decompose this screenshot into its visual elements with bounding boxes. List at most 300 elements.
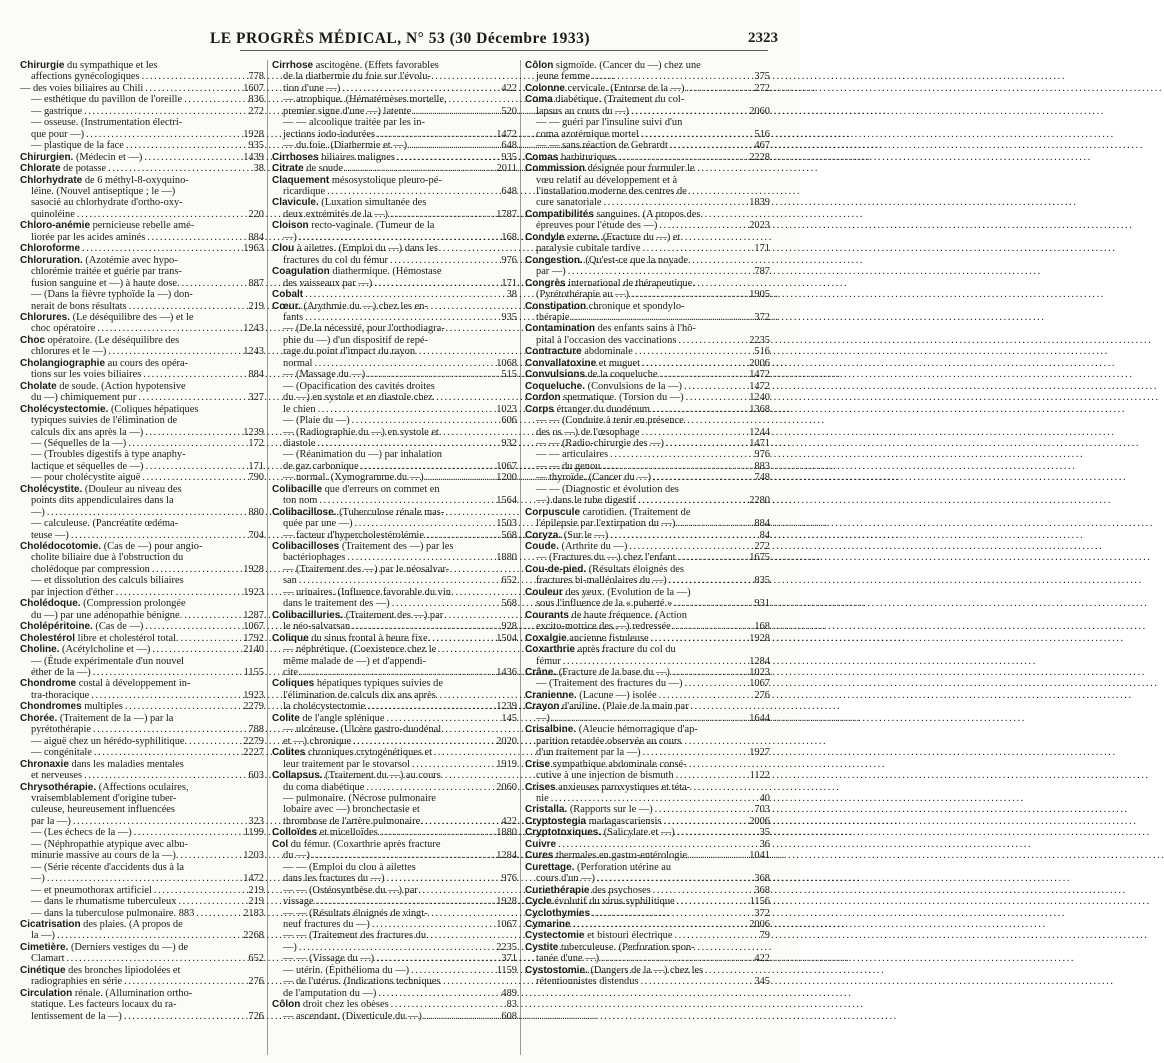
headword: Coma <box>525 94 553 106</box>
dot-leader <box>327 186 499 197</box>
entry-text: cite <box>283 667 298 679</box>
page-reference: 787 <box>754 266 770 278</box>
headword: Contamination <box>525 323 595 335</box>
dot-leader <box>387 873 500 884</box>
index-entry <box>525 60 770 83</box>
dot-leader <box>361 461 495 472</box>
entry-text: — plastique de la face <box>31 140 124 152</box>
entry-text: — facteur d'hypercholestérolémie <box>283 529 424 541</box>
dot-leader <box>673 621 753 632</box>
dot-leader <box>558 839 757 850</box>
headword: Contracture <box>525 346 582 358</box>
entry-line <box>20 461 264 472</box>
entry-line <box>525 461 770 472</box>
headword: Crâne. <box>525 667 557 679</box>
index-entry <box>272 770 517 827</box>
entry-text: — (Plaie du —) <box>283 415 350 427</box>
entry-line <box>525 438 770 449</box>
index-entry <box>272 301 517 484</box>
entry-text: — dans la tuberculose pulmonaire. 883 <box>31 907 195 919</box>
page-reference: 171 <box>501 277 517 289</box>
entry-line <box>525 301 770 312</box>
entry-text: neuf fractures du —) <box>283 918 370 930</box>
page-reference: 1243 <box>243 323 264 335</box>
entry-line <box>525 427 770 438</box>
entry-line <box>20 175 264 186</box>
dot-leader <box>84 106 246 117</box>
entry-text: Cœur. (Arythmie du —) chez les en- <box>272 300 428 312</box>
dot-leader <box>568 266 753 277</box>
page-reference: 1436 <box>496 667 517 679</box>
entry-line <box>20 289 264 300</box>
entry-line <box>525 747 770 758</box>
entry-text: — — sans réaction de Gehrardt <box>536 140 668 152</box>
page-reference: 1504 <box>496 632 517 644</box>
dot-leader <box>184 610 241 621</box>
entry-line <box>20 392 264 403</box>
headword: Cryptotoxiques. <box>525 827 602 839</box>
entry-text: —) <box>283 941 297 953</box>
entry-line <box>272 965 517 976</box>
dot-leader <box>674 930 757 941</box>
dot-leader <box>432 633 494 644</box>
entry-text: lentissement de la —) <box>31 1010 122 1022</box>
page-reference: 1368 <box>749 403 770 415</box>
page-reference: 79 <box>759 930 770 942</box>
dot-leader <box>641 427 747 438</box>
page-reference: 887 <box>248 277 264 289</box>
entry-text: Chirurgie du sympathique et les <box>20 60 158 71</box>
entry-text: — dans le rhumatisme tuberculeux <box>31 896 177 908</box>
entry-text: thrombose de l'artère pulmonaire. <box>283 815 423 827</box>
entry-line <box>20 163 264 174</box>
entry-text: thérapie <box>536 311 570 323</box>
entry-text: Chloruration. (Azotémie avec hypo- <box>20 254 178 266</box>
entry-text: Congrès international de thérapeutique. <box>525 277 695 289</box>
index-entry <box>525 816 770 827</box>
entry-text: l'épilepsie par l'extirpation du —). <box>536 518 678 530</box>
headword: Compatibilités <box>525 208 594 220</box>
entry-text: normal <box>283 357 313 369</box>
entry-text: excito-motrice des —) redressée <box>536 621 671 633</box>
entry-text: cholédoque par compression <box>31 563 150 575</box>
entry-line <box>525 484 770 495</box>
entry-text: Coryza. (Sur le —) <box>525 529 609 541</box>
index-entry <box>20 919 264 942</box>
entry-line <box>525 186 770 197</box>
entry-text: Citrate de soude <box>272 163 343 175</box>
entry-text: — (Massage du —) <box>283 369 366 381</box>
headword: Coude. <box>525 541 559 553</box>
entry-text: — pour cholécystite aiguë <box>31 472 141 484</box>
index-entry <box>525 908 770 919</box>
dot-leader <box>392 598 500 609</box>
page-reference: 2268 <box>243 930 264 942</box>
dot-leader <box>145 427 241 438</box>
entry-text: Côlon droit chez les obèses <box>272 999 389 1011</box>
index-entry <box>525 564 770 587</box>
page-reference: 1923 <box>243 689 264 701</box>
entry-line <box>20 690 264 701</box>
entry-text: épreuves pour l'étude des —) <box>536 220 658 232</box>
dot-leader <box>412 759 494 770</box>
entry-text: Commission désignée pour formuler le <box>525 163 695 175</box>
index-entry <box>525 587 770 610</box>
headword: Col <box>272 838 289 850</box>
entry-line <box>272 747 517 758</box>
page-reference: 371 <box>501 953 517 965</box>
index-entry <box>525 381 770 392</box>
entry-line <box>20 381 264 392</box>
index-column-3 <box>525 60 770 1055</box>
dot-leader <box>125 701 241 712</box>
entry-line <box>272 140 517 151</box>
page-reference: 40 <box>759 793 770 804</box>
headword: Cycle <box>525 896 552 908</box>
headword: Chirurgie <box>20 60 65 71</box>
dot-leader <box>124 976 246 987</box>
entry-line <box>20 896 264 907</box>
index-entry <box>525 919 770 930</box>
headword: Cobalt <box>272 289 304 301</box>
dot-leader <box>180 850 241 861</box>
headword: Cirrhoses <box>272 151 319 163</box>
page-reference: 652 <box>248 953 264 965</box>
page-reference: 778 <box>248 71 264 83</box>
entry-line <box>272 346 517 357</box>
dot-leader <box>663 816 747 827</box>
headword: Cholestérol <box>20 632 76 644</box>
page-reference: 2020 <box>496 735 517 747</box>
headword: Cristalla. <box>525 804 568 816</box>
headword: Cystostomie. <box>525 964 588 976</box>
entry-text: Chirurgien. (Médecin et —) <box>20 151 143 163</box>
dot-leader <box>71 530 247 541</box>
entry-text: — du foie. (Diathermie et —) <box>283 140 408 152</box>
index-entry <box>272 484 517 507</box>
entry-text: l'élimination de calculs dix ans après <box>283 689 436 701</box>
page-reference: 1240 <box>749 392 770 404</box>
entry-text: — (Série récente d'accidents dus à la <box>31 861 185 873</box>
dot-leader <box>551 793 758 804</box>
dot-leader <box>377 129 494 140</box>
index-entry <box>525 633 770 644</box>
headword: Chlorate <box>20 163 61 175</box>
page-reference: 516 <box>754 128 770 140</box>
entry-text: fants <box>283 311 304 323</box>
dot-leader <box>138 392 246 403</box>
entry-line <box>525 232 770 243</box>
page-reference: 788 <box>248 724 264 736</box>
entry-line <box>272 266 517 277</box>
dot-leader <box>93 667 242 678</box>
entry-line <box>525 140 770 151</box>
entry-line <box>525 507 770 518</box>
index-entry <box>272 713 517 747</box>
entry-text: choc opératoire <box>31 323 96 335</box>
entry-line <box>272 701 517 712</box>
entry-line <box>272 942 517 953</box>
entry-line <box>20 621 264 632</box>
page-reference: 515 <box>501 369 517 381</box>
page-reference: 884 <box>248 231 264 243</box>
page-reference: 2227 <box>243 747 264 759</box>
entry-text: vraisemblablement d'origine tuber- <box>31 793 177 804</box>
entry-text: par la —) <box>31 815 71 827</box>
headword: Colique <box>272 632 309 644</box>
entry-line <box>20 312 264 323</box>
index-entry <box>525 209 770 232</box>
entry-text: — (Radiographie du —) en systole et <box>283 426 439 438</box>
entry-line <box>20 873 264 884</box>
entry-line <box>20 255 264 266</box>
page-reference: 2279 <box>243 701 264 713</box>
entry-line <box>272 850 517 861</box>
headword: Curiethérapie <box>525 884 590 896</box>
entry-line <box>272 644 517 655</box>
entry-line <box>20 816 264 827</box>
dot-leader <box>424 1011 500 1022</box>
page-reference: 935 <box>248 140 264 152</box>
dot-leader <box>610 449 752 460</box>
entry-text: bactériophages <box>283 552 346 564</box>
headword: Congestion. <box>525 254 583 266</box>
headword: Crayon <box>525 701 560 713</box>
entry-text: de gaz carbonique <box>283 460 359 472</box>
index-entry <box>525 323 770 346</box>
entry-text: — aiguë chez un hérédo-syphilitique. <box>31 735 188 747</box>
entry-text: Cholédoque. (Compression prolongée <box>20 598 186 610</box>
entry-line <box>272 621 517 632</box>
page-reference: 606 <box>501 415 517 427</box>
dot-leader <box>651 633 748 644</box>
index-entry <box>525 346 770 357</box>
entry-text: Chondrome costal à développement in- <box>20 678 191 690</box>
page-reference: 935 <box>501 311 517 323</box>
entry-line <box>272 117 517 128</box>
entry-line <box>20 598 264 609</box>
page-reference: 220 <box>248 208 264 220</box>
dot-leader <box>390 209 494 220</box>
page-reference: 2235 <box>749 334 770 346</box>
entry-text: lobaire avec —) bronchectasie et <box>283 804 420 816</box>
entry-text: et —) chronique <box>283 735 352 747</box>
entry-line <box>20 976 264 987</box>
entry-line <box>272 564 517 575</box>
entry-line <box>525 690 770 701</box>
entry-text: Compatibilités sanguines. (A propos des <box>525 208 701 220</box>
entry-text: Claquement mésosystolique pleuro-pé- <box>272 174 442 186</box>
dot-leader <box>686 392 748 403</box>
page-reference: 36 <box>759 838 770 850</box>
entry-line <box>272 427 517 438</box>
headword: Colonne <box>525 82 565 94</box>
page-reference: 84 <box>759 529 770 541</box>
page-reference: 272 <box>754 82 770 94</box>
entry-line <box>272 793 517 804</box>
headword: Chondromes <box>20 701 82 713</box>
headword: Curettage. <box>525 861 575 873</box>
entry-line <box>525 94 770 105</box>
entry-line <box>272 94 517 105</box>
entry-text: le néo-salvarsan <box>283 621 351 633</box>
entry-line <box>272 484 517 495</box>
entry-line <box>20 83 264 94</box>
index-entry <box>20 255 264 312</box>
entry-text: — — guéri par l'insuline suivi d'un <box>536 117 683 129</box>
dot-leader <box>147 232 246 243</box>
index-entry <box>20 404 264 484</box>
entry-line <box>272 530 517 541</box>
entry-line <box>525 873 770 884</box>
headword: Cordon <box>525 392 561 404</box>
index-entry <box>272 175 517 198</box>
index-entry <box>525 541 770 564</box>
page-number: 2323 <box>748 30 778 46</box>
index-entry <box>525 392 770 403</box>
page-reference: 1041 <box>749 850 770 862</box>
entry-line <box>272 83 517 94</box>
entry-text: premier signe d'une —) latente <box>283 105 412 117</box>
index-entry <box>20 965 264 988</box>
entry-line <box>525 163 770 174</box>
entry-line <box>525 678 770 689</box>
headword: Colibacillose. <box>272 506 337 518</box>
index-entry <box>525 690 770 701</box>
page-reference: 422 <box>501 82 517 94</box>
entry-line <box>272 633 517 644</box>
dot-leader <box>182 278 247 289</box>
index-entry <box>20 484 264 541</box>
headword: Coagulation <box>272 266 330 278</box>
dot-leader <box>666 438 747 449</box>
page-reference: 884 <box>248 369 264 381</box>
entry-text: Côlon sigmoïde. (Cancer du —) chez une <box>525 60 701 71</box>
dot-leader <box>47 873 241 884</box>
index-entry <box>20 163 264 174</box>
headword: Condyle <box>525 231 565 243</box>
page-reference: 836 <box>248 94 264 106</box>
entry-line <box>272 438 517 449</box>
entry-text: Corpuscule carotidien. (Traitement de <box>525 506 691 518</box>
entry-text: que pour —) <box>31 128 85 140</box>
entry-text: par injection d'éther <box>31 586 114 598</box>
entry-line <box>20 335 264 346</box>
page-reference: 219 <box>248 300 264 312</box>
entry-line <box>272 71 517 82</box>
dot-leader <box>659 690 753 701</box>
entry-text: Cholate de soude. (Action hypotensive <box>20 380 186 392</box>
index-entry <box>20 220 264 243</box>
page-reference: 1159 <box>496 964 517 976</box>
headword: Congrès <box>525 277 566 289</box>
dot-leader <box>91 690 241 701</box>
dot-leader <box>386 713 499 724</box>
page-reference: 1067 <box>496 918 517 930</box>
entry-text: dans le traitement des —) <box>283 598 390 610</box>
page-reference: 704 <box>248 529 264 541</box>
dot-leader <box>189 736 241 747</box>
entry-line <box>525 552 770 563</box>
entry-text: — — du genou <box>536 460 601 472</box>
entry-text: Cordon spermatique. (Torsion du —) <box>525 392 684 404</box>
page-reference: 1439 <box>243 151 264 163</box>
headword: Cranienne. <box>525 689 577 701</box>
entry-line <box>272 186 517 197</box>
entry-line <box>20 495 264 506</box>
dot-leader <box>152 564 241 575</box>
page-reference: 219 <box>248 884 264 896</box>
entry-text: — pulmonaire. (Nécrose pulmonaire <box>283 793 436 804</box>
index-entry <box>272 541 517 610</box>
index-entry <box>20 713 264 759</box>
entry-text: sasocié au chlorhydrate d'ortho-oxy- <box>31 197 183 209</box>
entry-text: de l'amputation du —) <box>283 987 377 999</box>
page-reference: 368 <box>754 884 770 896</box>
index-entry <box>20 633 264 644</box>
entry-line <box>525 71 770 82</box>
entry-line <box>272 552 517 563</box>
entry-text: minurie massive au cours de la —). <box>31 850 179 862</box>
page-reference: 1155 <box>243 667 264 679</box>
entry-text: Crises anxieuses paroxystiques et téta- <box>525 781 691 793</box>
page-reference: 38 <box>253 163 264 175</box>
entry-line <box>272 690 517 701</box>
entry-text: — — (Vissage du —) <box>283 953 375 965</box>
page-reference: 2006 <box>749 357 770 369</box>
index-entry <box>20 312 264 335</box>
entry-line <box>20 186 264 197</box>
headword: Cystectomie <box>525 930 585 942</box>
entry-text: — utérin. (Épithélioma du —) <box>283 964 410 976</box>
dot-leader <box>678 552 748 563</box>
entry-text: des vaisseaux par —) <box>283 277 373 289</box>
index-entry <box>525 862 770 885</box>
entry-line <box>525 656 770 667</box>
entry-text: Clou à ailettes. (Emploi du —) dans les <box>272 243 438 255</box>
dot-leader <box>366 782 494 793</box>
dot-leader <box>181 633 242 644</box>
page-reference: 375 <box>754 71 770 83</box>
entry-text: — normal. (Xymogramme du —) <box>283 472 424 484</box>
dot-leader <box>610 530 757 541</box>
entry-line <box>20 827 264 838</box>
page-reference: 272 <box>248 105 264 117</box>
index-entry <box>20 988 264 1022</box>
page-reference: 568 <box>501 529 517 541</box>
entry-line <box>272 415 517 426</box>
dot-leader <box>680 518 752 529</box>
entry-line <box>272 816 517 827</box>
entry-text: — congénitale <box>31 747 92 759</box>
headword: Chlorhydrate <box>20 174 83 186</box>
index-entry <box>525 827 770 838</box>
entry-text: Convulsions de la coqueluche <box>525 369 658 381</box>
entry-line <box>272 999 517 1010</box>
index-entry <box>272 220 517 243</box>
headword: Chirurgien. <box>20 151 74 163</box>
index-entry <box>525 896 770 907</box>
headword: Coxalgie <box>525 632 567 644</box>
page-reference: 1472 <box>243 873 264 885</box>
entry-text: cutive à une injection de bismuth <box>536 770 674 782</box>
entry-text: Convallatoxine et muguet <box>525 357 641 369</box>
entry-text: — (Néphropathie atypique avec albu- <box>31 838 188 850</box>
entry-line <box>20 850 264 861</box>
index-entry <box>525 232 770 255</box>
headword: Corpuscule <box>525 506 581 518</box>
dot-leader <box>603 197 747 208</box>
